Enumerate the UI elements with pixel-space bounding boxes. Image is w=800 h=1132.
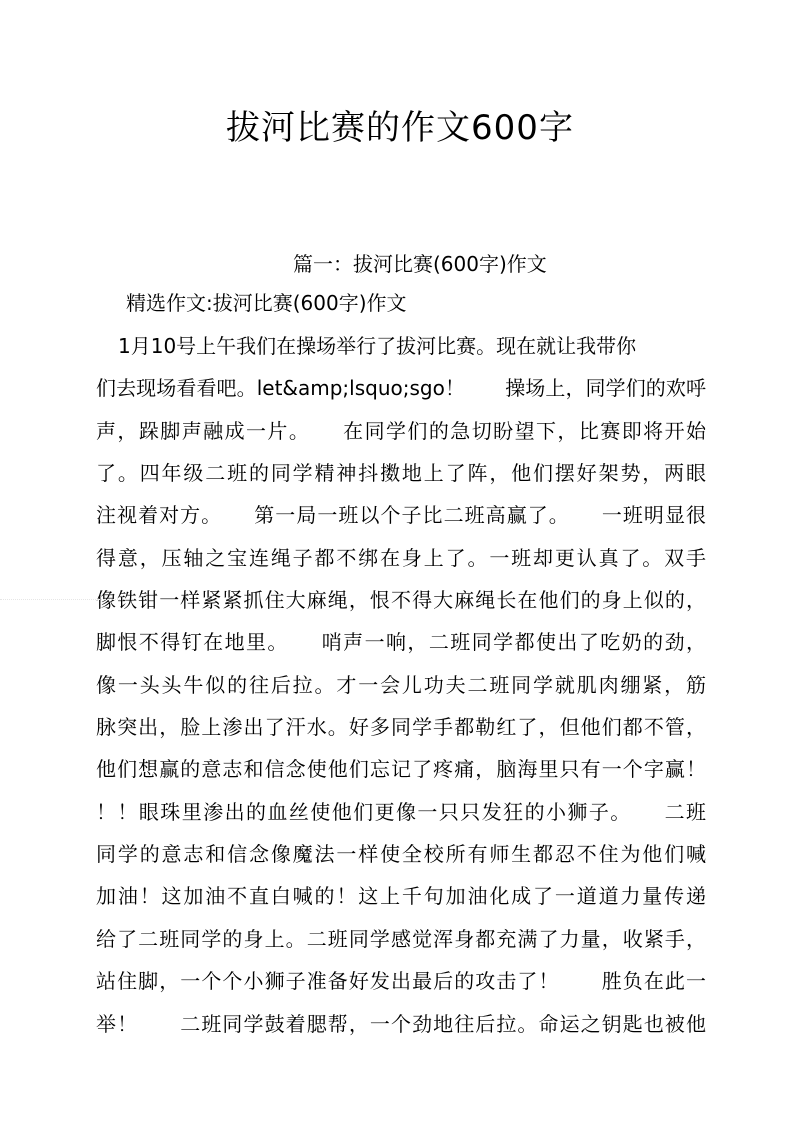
body-line: 举！ 二班同学鼓着腮帮，一个劲地往后拉。命运之钥匙也被他 (96, 1011, 706, 1036)
article-body (96, 325, 706, 1045)
page-divider-mark (0, 599, 120, 601)
body-line: 得意，压轴之宝连绳子都不绑在身上了。一班却更认真了。双手 (96, 545, 706, 570)
body-line: 声，跺脚声融成一片。 在同学们的急切盼望下，比赛即将开始 (96, 418, 706, 443)
body-line: 1月10号上午我们在操场举行了拔河比赛。现在就让我带你 (118, 334, 637, 358)
body-line: 站住脚，一个个小狮子准备好发出最后的攻击了！ 胜负在此一 (96, 969, 706, 994)
body-line: 脉突出，脸上渗出了汗水。好多同学手都勒红了，但他们都不管， (96, 715, 706, 740)
body-line: 加油！这加油不直白喊的！这上千句加油化成了一道道力量传递 (96, 884, 706, 909)
body-line: ！！眼珠里渗出的血丝使他们更像一只只发狂的小狮子。 二班 (96, 799, 706, 824)
section-heading: 篇一：拔河比赛(600字)作文 (293, 252, 547, 276)
body-line: 脚恨不得钉在地里。 哨声一响，二班同学都使出了吃奶的劲， (96, 630, 706, 655)
section-subheading: 精选作文:拔河比赛(600字)作文 (126, 291, 407, 315)
body-line: 给了二班同学的身上。二班同学感觉浑身都充满了力量，收紧手， (96, 926, 706, 951)
body-line: 像一头头牛似的往后拉。才一会儿功夫二班同学就肌肉绷紧，筋 (96, 672, 706, 697)
body-line: 像铁钳一样紧紧抓住大麻绳，恨不得大麻绳长在他们的身上似的， (96, 588, 706, 613)
body-line: 他们想赢的意志和信念使他们忘记了疼痛，脑海里只有一个字赢！ (96, 757, 706, 782)
body-line: 同学的意志和信念像魔法一样使全校所有师生都忍不住为他们喊 (96, 842, 706, 867)
body-line: 们去现场看看吧。let&amp;lsquo;sgo！ 操场上，同学们的欢呼 (96, 376, 706, 401)
document-title: 拔河比赛的作文600字 (226, 108, 574, 148)
body-line: 了。四年级二班的同学精神抖擞地上了阵，他们摆好架势，两眼 (96, 461, 706, 486)
body-line: 注视着对方。 第一局一班以个子比二班高赢了。 一班明显很 (96, 503, 706, 528)
